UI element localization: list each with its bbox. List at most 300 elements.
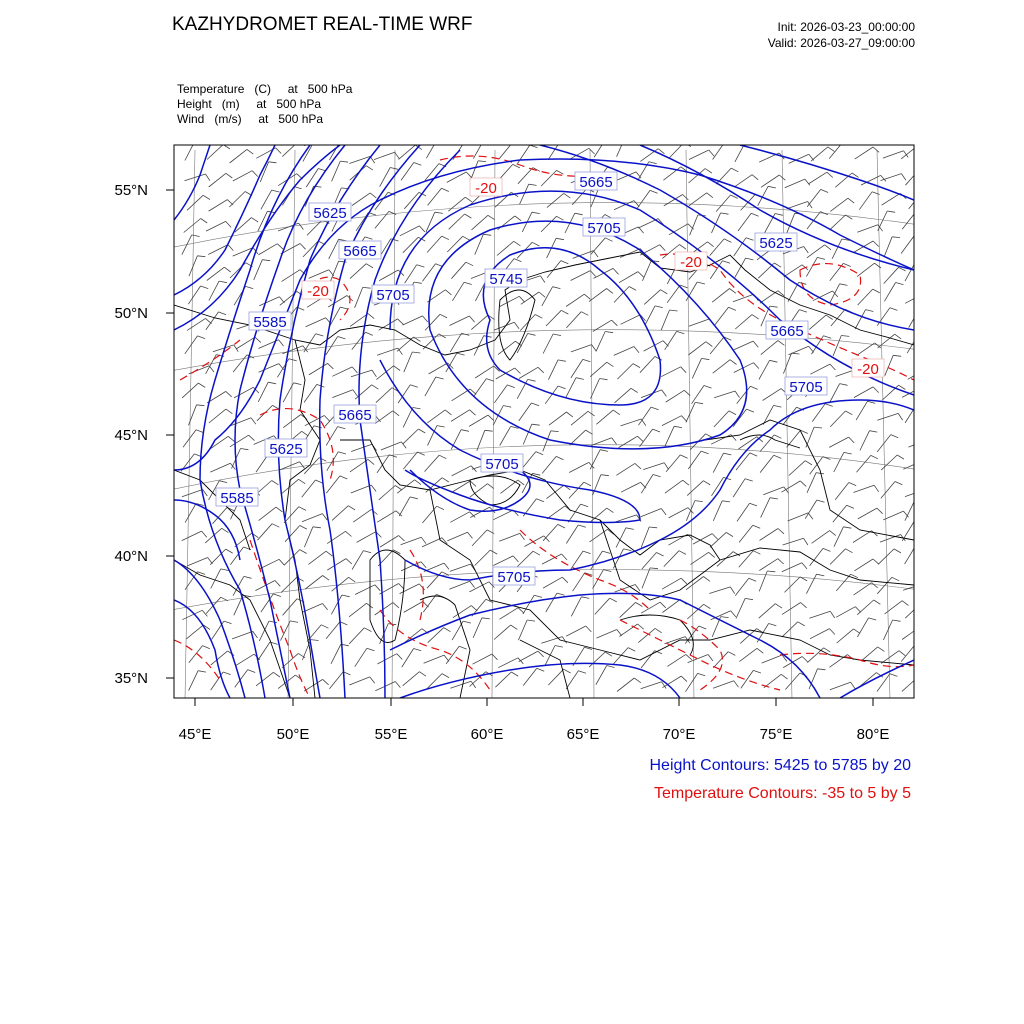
wind-barb-feather <box>273 594 281 597</box>
wind-barb <box>713 681 734 689</box>
wind-barb-feather <box>914 236 922 239</box>
wind-barb-feather <box>604 570 612 572</box>
wind-barb-feather <box>918 145 924 150</box>
wind-barb-feather <box>464 282 472 284</box>
wind-barb <box>692 358 701 378</box>
height-label <box>216 488 258 507</box>
wind-barb-feather <box>513 556 518 562</box>
wind-barb-feather <box>273 672 280 677</box>
wind-barb-feather <box>201 219 208 224</box>
wind-barb-feather <box>840 284 848 286</box>
wind-barb-feather <box>774 435 781 438</box>
wind-barb-feather <box>421 562 426 568</box>
wind-barb-feather <box>753 670 761 673</box>
wind-barb <box>523 668 537 685</box>
wind-barb <box>258 244 277 255</box>
wind-barb-feather <box>830 364 835 370</box>
wind-barb-feather <box>872 583 878 588</box>
wind-barb-feather <box>198 336 206 339</box>
wind-barb-feather <box>578 525 586 527</box>
wind-barb <box>830 411 845 427</box>
wind-barb <box>283 415 301 428</box>
wind-barb-feather <box>540 276 545 283</box>
wind-barb-feather <box>705 169 712 173</box>
wind-barb <box>256 672 273 686</box>
wind-barb-feather <box>824 648 831 652</box>
wind-barb-feather <box>816 473 824 474</box>
wind-barb-feather <box>706 342 712 347</box>
wind-barb-feather <box>629 287 636 291</box>
wind-barb <box>621 419 642 426</box>
wind-barb <box>782 563 802 572</box>
wind-barb <box>426 139 437 158</box>
wind-barb <box>493 510 513 520</box>
wind-barb <box>184 219 201 233</box>
wind-barb <box>805 500 817 519</box>
wind-barb <box>687 481 703 496</box>
wind-barb-feather <box>269 162 277 163</box>
wind-barb <box>543 431 551 452</box>
wind-barb <box>712 289 729 303</box>
wind-barb <box>664 195 683 206</box>
wind-barb-feather <box>830 611 834 618</box>
wind-barb-feather <box>203 646 210 649</box>
wind-barb-feather <box>244 576 252 578</box>
wind-barb-feather <box>588 411 595 416</box>
wind-barb-feather <box>681 676 687 682</box>
wind-barb-feather <box>841 336 849 337</box>
wind-barb-feather <box>752 315 759 320</box>
wind-barb <box>641 475 653 494</box>
wind-barb <box>403 408 413 428</box>
wind-barb-feather <box>825 245 831 250</box>
wind-barb-feather <box>528 334 536 336</box>
wind-barb <box>901 645 915 662</box>
wind-barb-feather <box>465 214 472 218</box>
wind-barb-feather <box>323 604 328 610</box>
wind-barb-feather <box>726 532 733 536</box>
wind-barb <box>521 292 539 304</box>
wind-barb-feather <box>920 309 928 311</box>
wind-barb <box>858 289 873 305</box>
wind-barb <box>595 598 610 614</box>
wind-barb-feather <box>313 527 321 528</box>
svg-text:5665: 5665 <box>579 174 613 191</box>
wind-barb-feather <box>891 435 898 438</box>
temperature-contours <box>174 156 914 698</box>
wind-barb <box>641 527 649 548</box>
wind-barb <box>546 593 557 612</box>
wind-barb <box>351 485 372 493</box>
wind-barb <box>714 391 735 398</box>
wind-barb <box>403 429 419 444</box>
wind-barb <box>235 654 254 666</box>
wind-barb-feather <box>655 306 663 308</box>
latitude-labels <box>114 182 148 687</box>
wind-barb-feather <box>601 475 609 476</box>
wind-barb <box>905 293 925 303</box>
wind-barb <box>690 215 698 235</box>
wind-barb <box>379 270 398 281</box>
wind-barb <box>902 627 920 640</box>
wind-barb-feather <box>437 506 444 509</box>
wind-barb <box>233 171 252 181</box>
wind-barb-feather <box>704 604 711 608</box>
wind-barb <box>543 577 562 588</box>
wind-barb <box>519 403 532 421</box>
wind-barb-feather <box>192 235 200 237</box>
wind-barb <box>807 245 825 258</box>
wind-barb <box>661 367 681 377</box>
wind-barb-feather <box>600 450 608 452</box>
wind-barb-feather <box>804 538 808 545</box>
wind-barb-feather <box>895 334 902 339</box>
wind-barb <box>569 462 589 472</box>
wind-barb-feather <box>197 256 205 257</box>
wind-barb-feather <box>532 212 540 213</box>
wind-barb-feather <box>843 142 850 145</box>
wind-barb-feather <box>397 654 403 660</box>
wind-barb-feather <box>564 669 571 673</box>
wind-barb <box>788 513 809 521</box>
wind-barb <box>429 363 448 374</box>
svg-text:5625: 5625 <box>759 235 793 252</box>
wind-barb <box>639 407 652 425</box>
wind-barb <box>734 175 752 188</box>
wind-barb <box>881 174 902 181</box>
wind-barb <box>548 360 558 380</box>
wind-barb <box>737 386 751 403</box>
wind-barb-feather <box>896 283 904 285</box>
wind-barb-feather <box>634 678 641 683</box>
wind-barb <box>308 551 326 564</box>
wind-barb-feather <box>488 415 494 421</box>
longitude-labels <box>179 726 890 743</box>
wind-barb-feather <box>699 626 706 629</box>
wind-barb-feather <box>459 646 467 649</box>
wind-barb <box>835 483 849 500</box>
wind-barb-feather <box>607 289 613 294</box>
wind-barb <box>665 426 674 446</box>
wind-barb-feather <box>328 363 334 369</box>
wind-barb-feather <box>697 282 705 284</box>
wind-barb-feather <box>533 551 540 555</box>
wind-barb-feather <box>731 611 736 617</box>
wind-barb-feather <box>269 621 277 623</box>
wind-barb-feather <box>745 598 753 599</box>
wind-barb-feather <box>695 402 703 403</box>
wind-barb-feather <box>769 624 777 626</box>
wind-barb-feather <box>660 602 666 608</box>
wind-barb-feather <box>849 483 856 486</box>
wind-barb-feather <box>300 244 306 250</box>
wind-barb-feather <box>725 142 733 145</box>
wind-barb <box>807 189 821 206</box>
wind-barb <box>836 574 850 591</box>
wind-barb-feather <box>253 631 258 638</box>
wind-barb <box>644 290 660 305</box>
height-label <box>766 321 808 340</box>
wind-barb-feather <box>342 595 350 597</box>
wind-barb <box>427 410 445 423</box>
wind-barb <box>349 603 366 617</box>
wind-barb-feather <box>920 169 927 173</box>
wind-barb-feather <box>537 668 544 671</box>
wind-barb <box>686 402 695 422</box>
wind-barb <box>258 382 268 402</box>
lat-label: 55°N <box>114 182 148 199</box>
wind-barb <box>449 581 470 589</box>
wind-barb <box>447 236 462 252</box>
wind-barb-feather <box>366 332 373 335</box>
wind-barb <box>617 364 633 380</box>
wind-barb-feather <box>734 681 739 688</box>
wind-barb <box>186 625 203 639</box>
wind-barb-feather <box>767 571 775 572</box>
wind-barb-feather <box>529 184 537 185</box>
wind-barb-feather <box>874 485 879 492</box>
wind-barb <box>642 553 657 570</box>
wind-barb <box>857 343 875 356</box>
wind-barb <box>499 608 518 620</box>
wind-barb-feather <box>442 188 449 191</box>
wind-barb-feather <box>581 312 588 316</box>
wind-barb <box>519 367 538 378</box>
wind-barb-feather <box>828 147 835 152</box>
wind-barb-feather <box>311 640 319 641</box>
wind-barb <box>329 672 343 689</box>
wind-barb <box>783 538 804 545</box>
wind-barb <box>878 549 894 564</box>
lon-label: 45°E <box>178 726 212 743</box>
wind-barb <box>541 216 557 232</box>
wind-barb-feather <box>363 551 371 553</box>
wind-barb <box>422 264 435 282</box>
wind-barb <box>621 315 641 325</box>
wind-barb <box>375 211 389 228</box>
wind-barb-feather <box>878 647 885 652</box>
wind-barb-feather <box>557 216 564 220</box>
wind-barb-feather <box>922 387 928 393</box>
wind-barb-feather <box>709 150 714 156</box>
wind-barb-feather <box>664 463 668 470</box>
wind-barb-feather <box>444 628 451 632</box>
wind-barb-feather <box>228 245 233 251</box>
wind-barb <box>739 525 753 542</box>
wind-barb-feather <box>226 173 232 178</box>
wind-barb <box>715 307 729 325</box>
wind-barb <box>782 622 798 637</box>
wind-barb-feather <box>866 310 874 312</box>
wind-barb <box>716 168 731 184</box>
wind-barb-feather <box>638 436 644 442</box>
wind-barb-feather <box>338 452 346 454</box>
wind-barb <box>807 473 816 493</box>
wind-barb <box>733 341 753 350</box>
wind-barb <box>494 385 507 403</box>
wind-barb-feather <box>195 141 203 143</box>
wind-barb-feather <box>251 218 258 222</box>
wind-barb <box>302 640 310 660</box>
wind-barb-feather <box>196 430 203 433</box>
svg-text:-20: -20 <box>475 180 497 197</box>
wind-barb-feather <box>461 430 469 432</box>
wind-barb <box>761 175 779 187</box>
wind-barb <box>812 531 830 544</box>
wind-barb <box>713 142 726 160</box>
wind-barb-feather <box>916 212 923 215</box>
wind-barb <box>566 312 581 328</box>
wind-barb-feather <box>753 341 758 347</box>
wind-barb-feather <box>625 137 633 138</box>
field-wind: Wind (m/s) at 500 hPa <box>177 112 324 126</box>
wind-barb <box>855 147 873 159</box>
wind-barb-feather <box>551 431 559 432</box>
wind-barb <box>881 482 895 499</box>
wind-barb-feather <box>340 307 348 309</box>
wind-barb-feather <box>289 359 297 361</box>
wind-barb-feather <box>252 171 258 177</box>
wind-barb-feather <box>729 411 736 415</box>
wind-barb <box>619 624 637 637</box>
wind-barb-feather <box>927 368 933 374</box>
wind-barb-feather <box>346 559 352 564</box>
wind-barb <box>669 508 688 518</box>
height-label <box>755 233 797 252</box>
wind-barb <box>569 482 584 498</box>
wind-barb-feather <box>557 170 564 174</box>
svg-text:5585: 5585 <box>253 314 287 331</box>
wind-barb-feather <box>514 241 521 246</box>
wind-barb-feather <box>533 473 541 475</box>
wind-barb <box>689 150 709 160</box>
wind-barb-feather <box>363 287 371 288</box>
wind-barb-feather <box>562 554 567 560</box>
wind-barb-feather <box>626 528 634 530</box>
wind-barb-feather <box>394 366 401 371</box>
wind-barb-feather <box>873 289 880 293</box>
wind-barb <box>306 318 326 327</box>
wind-barb <box>810 364 830 374</box>
wind-barb <box>452 282 464 301</box>
wind-barb <box>381 442 402 450</box>
wind-barb-feather <box>916 262 924 264</box>
wind-barb-feather <box>653 475 661 477</box>
wind-barb <box>837 629 854 643</box>
wind-barb-feather <box>366 166 373 170</box>
wind-barb-feather <box>661 290 668 294</box>
wind-barb-feather <box>442 478 449 482</box>
wind-barb-feather <box>593 251 598 257</box>
wind-barb <box>282 270 301 282</box>
wind-barb <box>546 310 561 326</box>
wind-barb-feather <box>871 455 878 458</box>
wind-barb <box>403 452 417 469</box>
wind-barb-feather <box>724 239 731 243</box>
height-label <box>481 454 523 473</box>
wind-barb <box>905 169 920 186</box>
wind-barb <box>332 390 353 398</box>
wind-barb-feather <box>633 364 640 368</box>
wind-barb-feather <box>712 534 718 540</box>
height-label <box>339 241 381 260</box>
wind-barb <box>667 285 680 303</box>
wind-barb <box>522 452 536 469</box>
wind-barb-feather <box>353 390 358 397</box>
height-label <box>309 203 351 222</box>
wind-barb-feather <box>532 242 539 246</box>
wind-barb <box>497 241 514 255</box>
wind-barb <box>613 648 628 664</box>
init-time: Init: 2026-03-23_00:00:00 <box>777 20 915 34</box>
wind-barb <box>570 430 586 445</box>
wind-barb-feather <box>469 316 474 322</box>
wind-barb <box>425 455 440 471</box>
wind-barb-feather <box>751 213 758 216</box>
wind-barb <box>855 310 866 329</box>
wind-barb <box>617 678 634 692</box>
wind-barb-feather <box>221 597 228 601</box>
wind-barb <box>687 604 703 619</box>
wind-barb <box>641 682 662 689</box>
wind-barb-feather <box>198 671 206 672</box>
wind-barb <box>377 348 398 355</box>
wind-barb <box>615 388 632 403</box>
wind-barb-feather <box>901 174 906 181</box>
wind-barb-feather <box>463 236 470 240</box>
wind-barb-feather <box>279 340 284 346</box>
wind-barb <box>282 142 298 157</box>
wind-barb-feather <box>445 410 451 415</box>
wind-barb-feather <box>538 367 544 373</box>
wind-barb <box>810 457 823 475</box>
wind-barb <box>619 436 638 447</box>
lat-label: 35°N <box>114 670 148 687</box>
wind-barb <box>541 637 562 644</box>
wind-barb <box>425 314 440 330</box>
wind-barb-feather <box>846 549 853 553</box>
wind-barb <box>520 184 529 204</box>
wind-barb <box>571 345 592 352</box>
wind-barb-feather <box>515 216 521 221</box>
wind-barb-feather <box>631 388 638 392</box>
wind-barb <box>763 405 773 424</box>
wind-barb <box>356 213 368 231</box>
wind-barb-feather <box>801 603 807 608</box>
wind-barb-feather <box>774 405 782 407</box>
wind-barb <box>278 223 299 231</box>
wind-barb-feather <box>612 438 617 444</box>
wind-barb <box>834 527 843 547</box>
wind-barb-feather <box>366 264 373 268</box>
wind-barb-feather <box>437 139 445 141</box>
wind-barb-feather <box>894 549 901 553</box>
wind-barb-feather <box>915 645 922 648</box>
wind-barb <box>404 602 423 613</box>
wind-barb-feather <box>581 597 589 599</box>
wind-barb-feather <box>262 260 270 261</box>
wind-barb-feather <box>847 505 854 508</box>
wind-barb-feather <box>840 384 848 386</box>
wind-barb-feather <box>929 439 934 446</box>
wind-barb-feather <box>650 568 658 569</box>
wind-barb-feather <box>677 331 685 333</box>
wind-barb <box>259 621 269 641</box>
wind-barb-feather <box>583 551 591 554</box>
wind-barb <box>666 390 685 402</box>
wind-barb <box>187 318 205 330</box>
wind-barb-feather <box>802 563 807 569</box>
